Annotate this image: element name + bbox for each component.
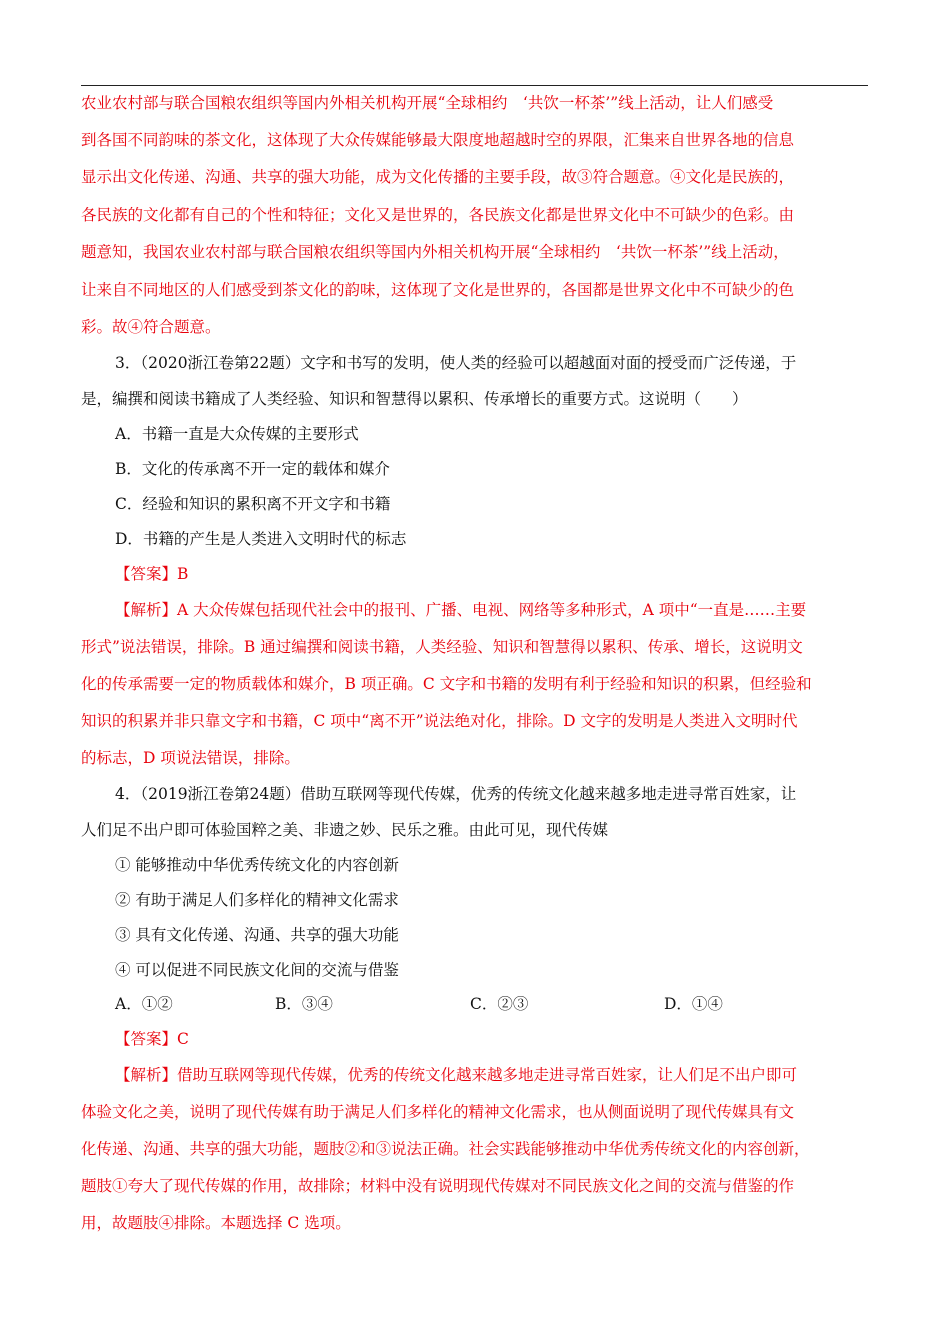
q3-answer: 【答案】B: [115, 565, 189, 583]
q4-stem-line: 人们足不出户即可体验国粹之美、非遗之妙、民乐之雅。由此可见，现代传媒: [81, 821, 609, 839]
q3-analysis-line: 化的传承需要一定的物质载体和媒介，B 项正确。C 文字和书籍的发明有利于经验和知识的积累，但经验和: [81, 675, 812, 693]
q4-analysis-line: 化传递、沟通、共享的强大功能，题肢②和③说法正确。社会实践能够推动中华优秀传统文化的内容创新，: [81, 1140, 810, 1158]
q4-answer: 【答案】C: [115, 1030, 189, 1048]
q4-option-c: C．②③: [470, 995, 529, 1013]
prev-analysis-line: 题意知，我国农业农村部与联合国粮农组织等国内外相关机构开展“全球相约 ‘共饮一杯茶’”线上活动，: [81, 243, 789, 261]
prev-analysis-line: 到各国不同韵味的茶文化，这体现了大众传媒能够最大限度地超越时空的界限，汇集来自世界各地的信息: [81, 131, 795, 149]
prev-analysis-line: 农业农村部与联合国粮农组织等国内外相关机构开展“全球相约 ‘共饮一杯茶’”线上活动，让人们感受: [81, 94, 774, 112]
q4-analysis-line: 题肢①夸大了现代传媒的作用，故排除；材料中没有说明现代传媒对不同民族文化之间的交流与借鉴的作: [81, 1177, 795, 1195]
header-rule: [81, 85, 868, 86]
q4-stem-line: 4．（2019浙江卷第24题）借助互联网等现代传媒，优秀的传统文化越来越多地走进寻常百姓家，让: [115, 785, 797, 803]
q3-stem-line: 3．（2020浙江卷第22题）文字和书写的发明，使人类的经验可以超越面对面的授受而广泛传递，于: [115, 354, 797, 372]
q4-option-b: B．③④: [275, 995, 333, 1013]
q3-analysis-line: 的标志，D 项说法错误，排除。: [81, 749, 300, 767]
q3-option-b: B．文化的传承离不开一定的载体和媒介: [115, 460, 390, 478]
q4-option-a: A．①②: [115, 995, 173, 1013]
q3-analysis-line: 【解析】A 大众传媒包括现代社会中的报刊、广播、电视、网络等多种形式，A 项中“一直是……主要: [115, 601, 807, 619]
q4-analysis-line: 体验文化之美，说明了现代传媒有助于满足人们多样化的精神文化需求，也从侧面说明了现代传媒具有文: [81, 1103, 795, 1121]
prev-analysis-line: 各民族的文化都有自己的个性和特征；文化又是世界的，各民族文化都是世界文化中不可缺少的色彩。由: [81, 206, 795, 224]
prev-analysis-line: 让来自不同地区的人们感受到茶文化的韵味，这体现了文化是世界的，各国都是世界文化中不可缺少的色: [81, 281, 795, 299]
q3-option-d: D．书籍的产生是人类进入文明时代的标志: [115, 530, 407, 548]
q4-item-1: ① 能够推动中华优秀传统文化的内容创新: [115, 856, 399, 874]
q4-analysis-line: 【解析】借助互联网等现代传媒，优秀的传统文化越来越多地走进寻常百姓家，让人们足不出户即可: [115, 1066, 798, 1084]
q3-analysis-line: 知识的积累并非只靠文字和书籍，C 项中“离不开”说法绝对化，排除。D 文字的发明是人类进入文明时代: [81, 712, 798, 730]
q3-analysis-line: 形式”说法错误，排除。B 通过编撰和阅读书籍，人类经验、知识和智慧得以累积、传承、增长，这说明文: [81, 638, 803, 656]
q4-item-2: ② 有助于满足人们多样化的精神文化需求: [115, 891, 399, 909]
q3-option-a: A．书籍一直是大众传媒的主要形式: [115, 425, 359, 443]
q3-stem-line: 是，编撰和阅读书籍成了人类经验、知识和智慧得以累积、传承增长的重要方式。这说明（ ）: [81, 390, 748, 408]
q4-item-3: ③ 具有文化传递、沟通、共享的强大功能: [115, 926, 399, 944]
q3-option-c: C．经验和知识的累积离不开文字和书籍: [115, 495, 391, 513]
q4-analysis-line: 用，故题肢④排除。本题选择 C 选项。: [81, 1214, 351, 1232]
prev-analysis-line: 彩。故④符合题意。: [81, 318, 221, 336]
prev-analysis-line: 显示出文化传递、沟通、共享的强大功能，成为文化传播的主要手段，故③符合题意。④文化是民族的，: [81, 168, 795, 186]
q4-option-d: D．①④: [664, 995, 723, 1013]
q4-item-4: ④ 可以促进不同民族文化间的交流与借鉴: [115, 961, 399, 979]
